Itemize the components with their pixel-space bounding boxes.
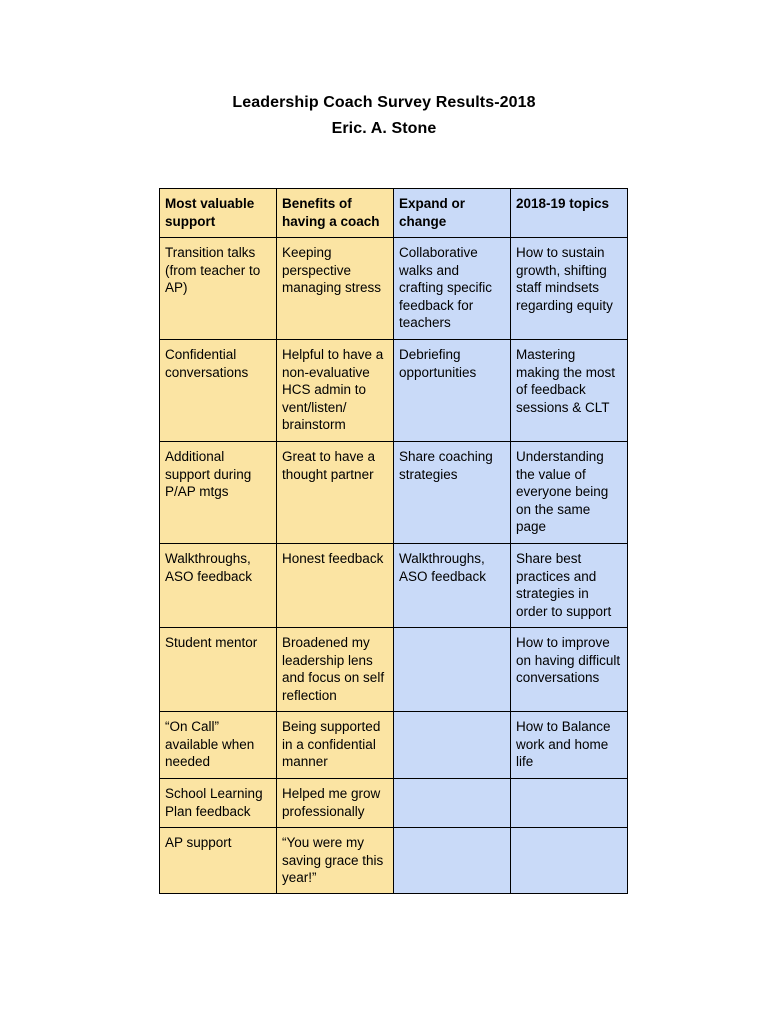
header-expand-or-change: Expand or change bbox=[394, 189, 511, 238]
table-cell: Helped me grow professionally bbox=[277, 779, 394, 828]
table-cell bbox=[394, 712, 511, 779]
table-cell: “You were my saving grace this year!” bbox=[277, 828, 394, 894]
table-cell: Additional support during P/AP mtgs bbox=[160, 442, 277, 544]
table-cell bbox=[394, 628, 511, 712]
table-cell: How to Balance work and home life bbox=[511, 712, 628, 779]
table-cell: Keeping perspective managing stress bbox=[277, 238, 394, 340]
table-cell: Walkthroughs, ASO feedback bbox=[160, 544, 277, 628]
table-cell: Helpful to have a non-evaluative HCS admin to vent/listen/ brainstorm bbox=[277, 340, 394, 442]
table-cell: School Learning Plan feedback bbox=[160, 779, 277, 828]
table-row bbox=[160, 628, 628, 712]
table-row bbox=[160, 779, 628, 828]
table-cell: Walkthroughs, ASO feedback bbox=[394, 544, 511, 628]
table-cell: Debriefing opportunities bbox=[394, 340, 511, 442]
table-row bbox=[160, 238, 628, 340]
table-row bbox=[160, 544, 628, 628]
header-most-valuable-support: Most valuable support bbox=[160, 189, 277, 238]
table-cell: How to improve on having difficult conversations bbox=[511, 628, 628, 712]
table-cell: Share best practices and strategies in order to support bbox=[511, 544, 628, 628]
document-title: Leadership Coach Survey Results-2018 bbox=[232, 94, 536, 111]
table-row bbox=[160, 712, 628, 779]
table-cell: How to sustain growth, shifting staff mindsets regarding equity bbox=[511, 238, 628, 340]
table-cell: Honest feedback bbox=[277, 544, 394, 628]
header-benefits-of-coach: Benefits of having a coach bbox=[277, 189, 394, 238]
document-author: Eric. A. Stone bbox=[331, 120, 437, 137]
table-cell: Being supported in a confidential manner bbox=[277, 712, 394, 779]
table-cell: Transition talks (from teacher to AP) bbox=[160, 238, 277, 340]
header-2018-19-topics: 2018-19 topics bbox=[511, 189, 628, 238]
table-row bbox=[160, 442, 628, 544]
table-cell: Understanding the value of everyone being on the same page bbox=[511, 442, 628, 544]
table-cell: AP support bbox=[160, 828, 277, 894]
table-row bbox=[160, 828, 628, 894]
table-cell: Broadened my leadership lens and focus on self reflection bbox=[277, 628, 394, 712]
table-cell bbox=[394, 779, 511, 828]
table-cell: Confidential conversations bbox=[160, 340, 277, 442]
table-row bbox=[160, 340, 628, 442]
table-cell: Collaborative walks and crafting specific feedback for teachers bbox=[394, 238, 511, 340]
table-cell: Student mentor bbox=[160, 628, 277, 712]
survey-results-table bbox=[159, 188, 628, 894]
table-cell: “On Call” available when needed bbox=[160, 712, 277, 779]
table-cell bbox=[511, 779, 628, 828]
table-cell: Great to have a thought partner bbox=[277, 442, 394, 544]
table-cell bbox=[394, 828, 511, 894]
table-cell: Share coaching strategies bbox=[394, 442, 511, 544]
table-cell: Mastering making the most of feedback sessions & CLT bbox=[511, 340, 628, 442]
table-cell bbox=[511, 828, 628, 894]
table-header-row bbox=[160, 189, 628, 238]
